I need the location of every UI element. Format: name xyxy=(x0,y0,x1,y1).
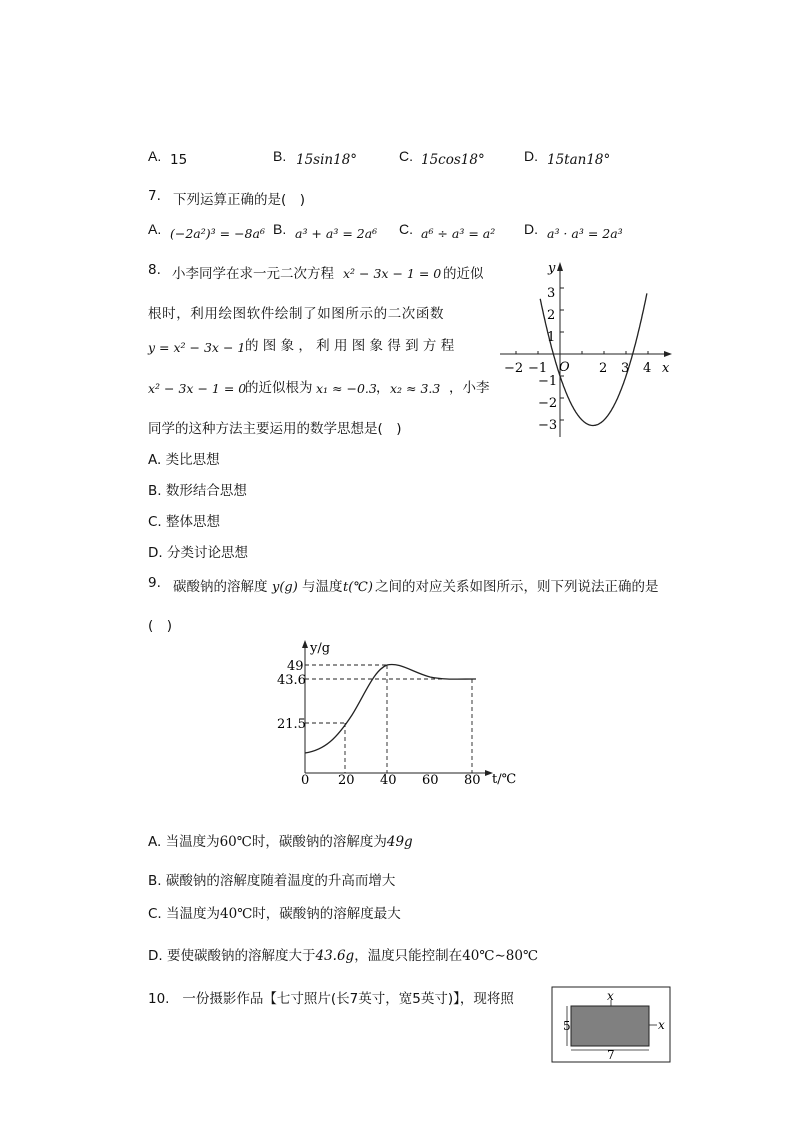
q6-option-c-expr: 15cos18° xyxy=(421,152,485,168)
q8-root-separator: ， xyxy=(376,380,390,396)
q7-option-a-expr: (−2a²)³ = −8a⁶ xyxy=(170,226,265,241)
q8-option-b-text: 数形结合思想 xyxy=(165,483,247,499)
q8-y-tick-2: 2 xyxy=(547,308,556,323)
q7-option-c-letter: C. xyxy=(399,221,413,237)
q8-option-a-letter: A. xyxy=(148,452,162,468)
q9-option-d-range: 40℃∼80℃ xyxy=(462,948,539,964)
q9-y-axis-arrow xyxy=(302,640,308,648)
q9-x-tick-0: 0 xyxy=(301,773,310,788)
q9-x-axis-label: t/℃ xyxy=(492,772,517,787)
q6-option-d-letter: D. xyxy=(524,148,538,164)
q10-photo-frame-figure xyxy=(550,985,674,1065)
q8-x-tick-4: 4 xyxy=(643,361,652,376)
q8-parabola-graph xyxy=(496,255,678,445)
q9-x-tick-20: 20 xyxy=(338,773,355,788)
q10-width-value: 5 xyxy=(412,991,421,1007)
q6-option-b-letter: B. xyxy=(273,148,287,164)
q8-option-a-text: 类比思想 xyxy=(165,452,220,468)
q8-y-tick-3: 3 xyxy=(547,286,556,301)
q9-answer-paren: ( ) xyxy=(148,618,173,634)
q8-line2: 根时，利用绘图软件绘制了如图所示的二次函数 xyxy=(148,306,445,322)
q10-label-left: 5 xyxy=(563,1019,571,1033)
q9-option-a-pre: 当温度为 xyxy=(165,834,220,850)
q9-y-tick-21-5: 21.5 xyxy=(277,717,306,732)
q9-stem-a: 碳酸钠的溶解度 xyxy=(173,579,268,595)
q9-option-c-mid: 时，碳酸钠的溶解度最大 xyxy=(252,906,401,922)
q10-label-bottom: 7 xyxy=(607,1048,615,1062)
q8-option-c-text: 整体思想 xyxy=(166,514,221,530)
q9-solubility-graph xyxy=(270,635,530,795)
q8-option-d-letter: D. xyxy=(148,545,163,561)
q9-stem-var-y: y(g) xyxy=(272,580,298,595)
q8-line3-text: 的 图 象 ， 利 用 图 象 得 到 方 程 xyxy=(245,338,455,354)
q9-option-d-value: 43.6g xyxy=(315,948,355,964)
q9-stem-c: 之间的对应关系如图所示，则下列说法正确的是 xyxy=(375,579,659,595)
q8-number: 8. xyxy=(148,262,161,278)
q8-option-c-letter: C. xyxy=(148,514,162,530)
q9-solubility-curve xyxy=(305,664,476,753)
q8-y-tick-1: 1 xyxy=(547,330,556,345)
q8-origin-label: O xyxy=(559,360,570,375)
q7-option-d-expr: a³ · a³ = 2a³ xyxy=(547,226,623,241)
q7-option-a-letter: A. xyxy=(148,221,162,237)
q6-option-c-letter: C. xyxy=(399,148,413,164)
q9-option-d xyxy=(148,944,538,964)
q10-label-top: x xyxy=(607,989,614,1003)
q9-option-a-mid: 时，碳酸钠的溶解度为 xyxy=(251,834,387,850)
q6-option-b-expr: 15sin18° xyxy=(296,152,358,168)
q8-option-b xyxy=(148,479,247,499)
q10-text-a: 一份摄影作品【七寸照片(长 xyxy=(182,991,350,1007)
q9-x-tick-40: 40 xyxy=(380,773,397,788)
q9-option-b-text: 碳酸钠的溶解度随着温度的升高而增大 xyxy=(165,873,396,889)
q9-option-d-pre: 要使碳酸钠的溶解度大于 xyxy=(166,948,316,964)
q9-option-a-letter: A. xyxy=(148,834,162,850)
q9-y-axis-label: y/g xyxy=(310,641,331,656)
q8-line1-tail: 的近似 xyxy=(443,266,484,282)
q8-option-d xyxy=(148,541,248,561)
q9-option-c-temp: 40℃ xyxy=(220,906,253,922)
q6-option-d-expr: 15tan18° xyxy=(547,152,611,168)
q9-option-c-pre: 当温度为 xyxy=(166,906,221,922)
q7-number: 7. xyxy=(148,188,161,204)
q8-x-axis-arrow xyxy=(664,351,672,357)
q9-option-b xyxy=(148,869,395,889)
q8-x-tick-2: 2 xyxy=(599,361,608,376)
q7-option-d-letter: D. xyxy=(524,221,538,237)
q10-length-value: 7 xyxy=(349,991,359,1007)
q8-x-tick-3: 3 xyxy=(621,361,630,376)
q9-option-b-letter: B. xyxy=(148,873,162,889)
q10-text-b: 英寸，宽 xyxy=(358,991,413,1007)
q8-option-c xyxy=(148,510,220,530)
q9-option-d-mid: ，温度只能控制在 xyxy=(354,948,463,964)
q8-option-d-text: 分类讨论思想 xyxy=(166,545,248,561)
q8-y-tick-neg1: −1 xyxy=(538,374,558,389)
q7-option-b-letter: B. xyxy=(273,221,287,237)
q9-x-tick-80: 80 xyxy=(464,773,481,788)
q8-line4-tail: ，小李 xyxy=(449,380,490,396)
q8-x-tick-neg1: −1 xyxy=(528,361,548,376)
q8-option-b-letter: B. xyxy=(148,483,162,499)
q8-y-tick-neg3: −3 xyxy=(538,418,558,433)
q8-y-axis-label: y xyxy=(548,261,556,276)
q8-line3-equation: y = x² − 3x − 1 xyxy=(148,340,246,355)
q10-number: 10. xyxy=(148,991,170,1007)
q9-option-a-temp: 60℃ xyxy=(219,834,252,850)
q9-number: 9. xyxy=(148,575,161,591)
q10-text-c: 英寸 xyxy=(420,991,448,1007)
q7-option-b-expr: a³ + a³ = 2a⁶ xyxy=(295,226,378,241)
q10-text-d: )】，现将照 xyxy=(447,991,514,1007)
q9-y-tick-49: 49 xyxy=(287,659,304,674)
q8-line4-text: 的近似根为 xyxy=(245,380,313,396)
q6-option-a-letter: A. xyxy=(148,148,162,164)
q9-y-tick-43-6: 43.6 xyxy=(277,673,306,688)
q8-x-axis-label: x xyxy=(662,361,670,376)
q9-stem-b: 与温度 xyxy=(302,579,343,595)
q8-line1-text: 小李同学在求一元二次方程 xyxy=(172,266,334,282)
q8-root1: x₁ ≈ −0.3 xyxy=(316,381,377,396)
q8-option-a xyxy=(148,448,220,468)
q10-text xyxy=(148,987,514,1007)
q8-root2: x₂ ≈ 3.3 xyxy=(390,381,441,396)
q7-stem: 下列运算正确的是( ) xyxy=(173,192,306,208)
q9-option-c-letter: C. xyxy=(148,906,162,922)
q9-option-a-value: 49g xyxy=(386,834,413,850)
q9-stem-var-t: t(℃) xyxy=(343,580,373,595)
q7-option-c-expr: a⁶ ÷ a³ = a² xyxy=(421,226,496,241)
q8-line5: 同学的这种方法主要运用的数学思想是( ) xyxy=(148,421,402,437)
q8-y-axis-arrow xyxy=(557,262,563,271)
q9-option-a xyxy=(148,830,413,850)
q8-y-tick-neg2: −2 xyxy=(538,396,558,411)
q8-line4-equation: x² − 3x − 1 = 0 xyxy=(148,381,247,396)
q10-photo xyxy=(571,1006,649,1046)
q10-label-right: x xyxy=(658,1018,665,1032)
q8-x-tick-neg2: −2 xyxy=(504,361,524,376)
q9-option-d-letter: D. xyxy=(148,948,163,964)
q8-line1-equation: x² − 3x − 1 = 0 xyxy=(343,266,442,281)
q9-option-c xyxy=(148,902,401,922)
q6-option-a-expr: 15 xyxy=(170,152,188,168)
q9-x-tick-60: 60 xyxy=(422,773,439,788)
